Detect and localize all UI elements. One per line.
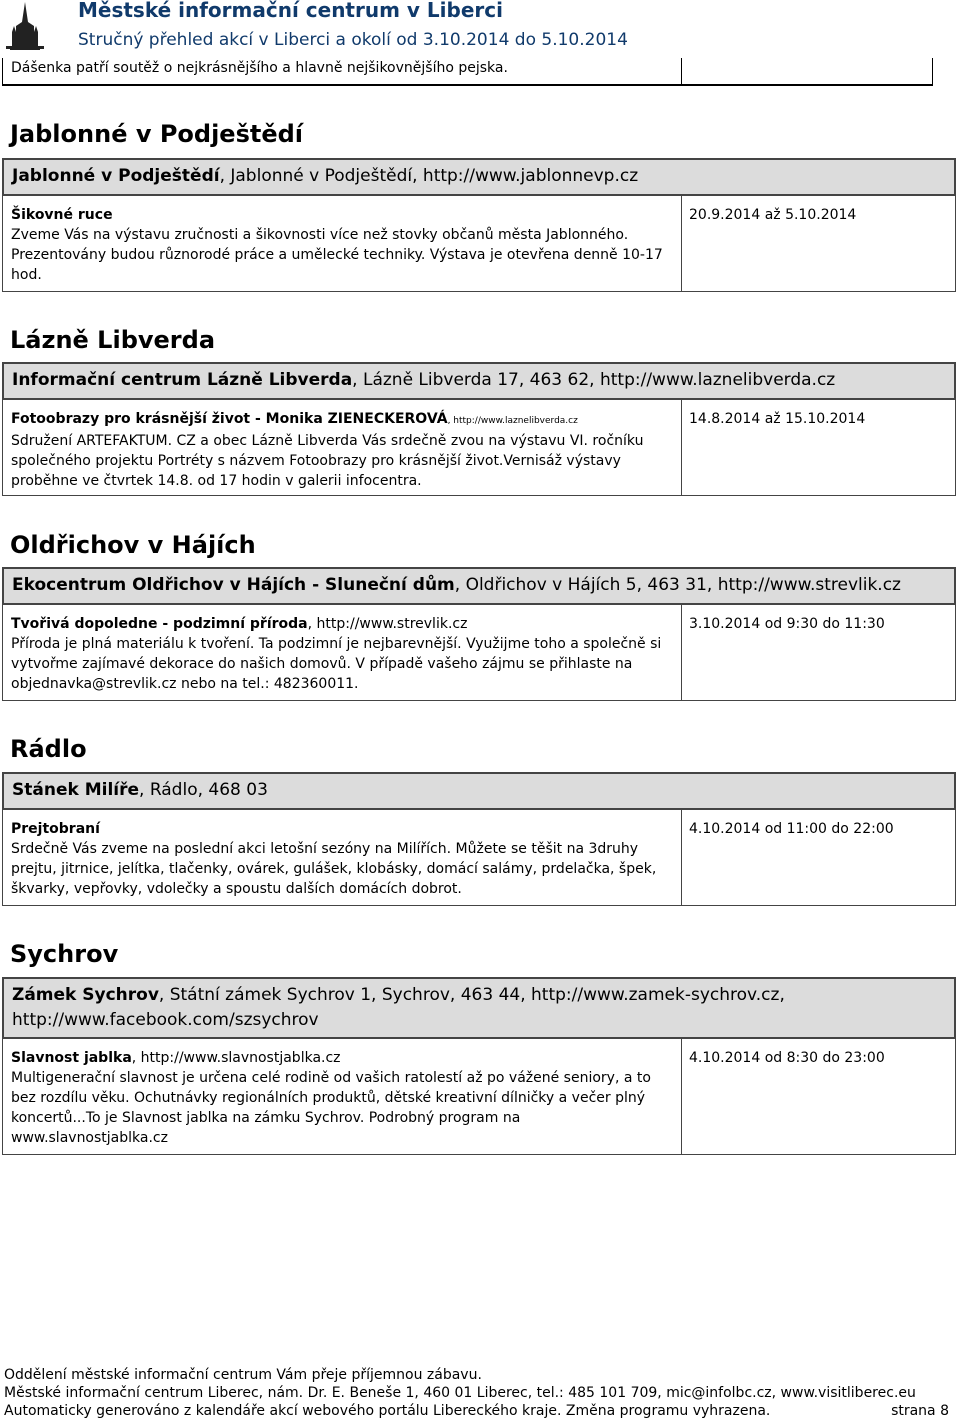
event-description: Multigenerační slavnost je určena celé rodině od vašich ratolestí až po vážené seniory, a to bez rozdílu věku. Ochutnávky regionálních produktů, dětské kreativní dílničky a večer plný koncertů...To je Slavnost jablka na zámku Sychrov. Podrobný program na www.slavnostjablka.cz bbox=[11, 1070, 651, 1146]
section-title: Sychrov bbox=[10, 940, 119, 968]
venue-details: , Oldřichov v Hájích 5, 463 31, http://www.strevlik.cz bbox=[454, 575, 901, 595]
venue-header bbox=[2, 362, 956, 400]
event-description: Zveme Vás na výstavu zručnosti a šikovnosti více než stovky občanů města Jablonného. Prezentovány budou různorodé práce a umělecké techniky. Výstava je otevřena denně 10-17 hod. bbox=[11, 227, 663, 283]
event-name: Tvořivá dopoledne - podzimní příroda bbox=[11, 616, 308, 632]
event-date: 14.8.2014 až 15.10.2014 bbox=[689, 411, 866, 427]
section-title: Oldřichov v Hájích bbox=[10, 531, 256, 559]
event-description-cell bbox=[3, 196, 682, 291]
event-description: Srdečně Vás zveme na poslední akci letošní sezóny na Milířích. Můžete se těšit na 3druhy prejtu, jitrnice, jelítka, tlačenky, ovárek, gulášek, klobásky, domácí salámy, prdelačka, špek, škvarky, vepřovky, vdolečky a spoustu dalších domácích dobrot. bbox=[11, 841, 657, 897]
event-row bbox=[2, 1039, 956, 1155]
venue-name: Jablonné v Podještědí bbox=[12, 166, 220, 186]
event-description-cell bbox=[3, 1039, 682, 1154]
venue-header bbox=[2, 567, 956, 605]
venue-header bbox=[2, 158, 956, 196]
event-row bbox=[2, 605, 956, 701]
event-description-cell bbox=[3, 400, 682, 495]
event-name: Prejtobraní bbox=[11, 821, 100, 837]
event-name: Šikovné ruce bbox=[11, 207, 113, 223]
section-title: Jablonné v Podještědí bbox=[10, 120, 304, 148]
event-url: , http://www.strevlik.cz bbox=[307, 616, 468, 632]
page-number: strana 8 bbox=[891, 1403, 949, 1419]
footer-line-contact: Městské informační centrum Liberec, nám. Dr. E. Beneše 1, 460 01 Liberec, tel.: 485 101 709, mic@infolbc.cz, www.visitliberec.eu bbox=[4, 1385, 916, 1401]
footer-line-disclaimer: Automaticky generováno z kalendáře akcí webového portálu Libereckého kraje. Změna programu vyhrazena. bbox=[4, 1403, 771, 1419]
carryover-text: Dášenka patří soutěž o nejkrásnějšího a hlavně nejšikovnějšího pejska. bbox=[11, 60, 508, 76]
venue-details: , Státní zámek Sychrov 1, Sychrov, 463 44, http://www.zamek-sychrov.cz, http://www.facebook.com/szsychrov bbox=[12, 985, 785, 1030]
venue-name: Stánek Milíře bbox=[12, 780, 140, 800]
event-date: 4.10.2014 od 11:00 do 22:00 bbox=[689, 821, 894, 837]
venue-details: , Jablonné v Podještědí, http://www.jablonnevp.cz bbox=[219, 166, 639, 186]
event-url: , http://www.slavnostjablka.cz bbox=[131, 1050, 341, 1066]
venue-details: , Lázně Libverda 17, 463 62, http://www.laznelibverda.cz bbox=[352, 370, 836, 390]
event-name: Fotoobrazy pro krásnější život - Monika ZIENECKEROVÁ bbox=[11, 411, 448, 427]
event-date: 4.10.2014 od 8:30 do 23:00 bbox=[689, 1050, 885, 1066]
event-row bbox=[2, 400, 956, 496]
event-name: Slavnost jablka bbox=[11, 1050, 132, 1066]
event-date: 20.9.2014 až 5.10.2014 bbox=[689, 207, 857, 223]
header-title: Městské informační centrum v Liberci bbox=[78, 0, 503, 22]
page-footer bbox=[4, 1366, 949, 1420]
carryover-row bbox=[2, 58, 933, 86]
footer-line-greeting: Oddělení městské informační centrum Vám přeje příjemnou zábavu. bbox=[4, 1367, 482, 1383]
venue-name: Ekocentrum Oldřichov v Hájích - Sluneční dům bbox=[12, 575, 455, 595]
event-description-cell bbox=[3, 810, 682, 905]
venue-name: Informační centrum Lázně Libverda bbox=[12, 370, 353, 390]
event-description-cell bbox=[3, 605, 682, 700]
header-subtitle: Stručný přehled akcí v Liberci a okolí od 3.10.2014 do 5.10.2014 bbox=[78, 30, 628, 50]
event-date: 3.10.2014 od 9:30 do 11:30 bbox=[689, 616, 885, 632]
venue-header bbox=[2, 772, 956, 810]
liberec-logo-icon bbox=[4, 2, 46, 50]
event-row bbox=[2, 810, 956, 906]
page-header bbox=[0, 0, 960, 52]
column-divider bbox=[681, 58, 682, 84]
event-description: Příroda je plná materiálu k tvoření. Ta podzimní je nejbarevnější. Využijme toho a společně si vytvořme zajímavé dekorace do našich domovů. V případě vašeho zájmu se přihlaste na objednavka@strevlik.cz nebo na tel.: 482360011. bbox=[11, 636, 662, 692]
event-url: , http://www.laznelibverda.cz bbox=[447, 416, 578, 426]
venue-name: Zámek Sychrov bbox=[12, 985, 159, 1005]
event-description: Sdružení ARTEFAKTUM. CZ a obec Lázně Libverda Vás srdečně zvou na výstavu VI. ročníku společného projektu Portréty s názvem Fotoobrazy pro krásnější život.Vernisáž výstavy proběhne ve čtvrtek 14.8. od 17 hodin v galerii infocentra. bbox=[11, 433, 644, 489]
venue-details: , Rádlo, 468 03 bbox=[139, 780, 268, 800]
section-title: Rádlo bbox=[10, 735, 87, 763]
section-title: Lázně Libverda bbox=[10, 326, 216, 354]
event-row bbox=[2, 196, 956, 292]
venue-header bbox=[2, 977, 956, 1039]
